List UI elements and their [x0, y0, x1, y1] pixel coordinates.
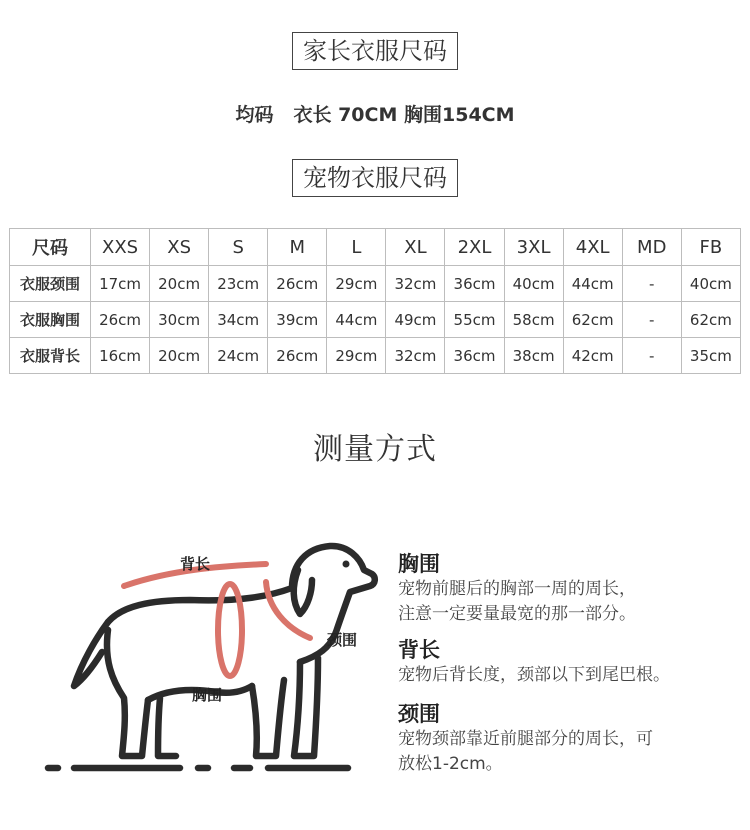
table-header-size: 4XL: [563, 229, 622, 266]
table-cell: 29cm: [327, 338, 386, 374]
desc-back-line: 宠物后背长度，颈部以下到尾巴根。: [398, 665, 670, 685]
table-cell: 39cm: [268, 302, 327, 338]
table-cell: 35cm: [681, 338, 740, 374]
table-header-size: 3XL: [504, 229, 563, 266]
dog-front-leg2-outline: [294, 658, 318, 756]
table-cell: 23cm: [209, 266, 268, 302]
table-header-size: XL: [386, 229, 445, 266]
table-cell: -: [622, 266, 681, 302]
table-header-size: S: [209, 229, 268, 266]
table-cell: 62cm: [681, 302, 740, 338]
dog-tail-outline: [74, 622, 108, 686]
table-cell: 62cm: [563, 302, 622, 338]
table-header-size: XS: [150, 229, 209, 266]
parent-size-label: 均码: [235, 104, 274, 126]
desc-neck-line: 宠物颈部靠近前腿部分的周长，可: [398, 729, 653, 749]
table-cell: 55cm: [445, 302, 504, 338]
table-cell: 26cm: [268, 338, 327, 374]
diagram-label-chest: 胸围: [192, 686, 223, 704]
table-row: [10, 302, 741, 338]
table-cell: 44cm: [563, 266, 622, 302]
table-header-size: 2XL: [445, 229, 504, 266]
parent-size-title: 家长衣服尺码: [292, 32, 458, 70]
table-cell: 34cm: [209, 302, 268, 338]
diagram-label-back: 背长: [180, 555, 211, 573]
table-cell: -: [622, 302, 681, 338]
desc-chest-line: 注意一定要量最宽的那一部分。: [398, 604, 636, 624]
table-cell: 30cm: [150, 302, 209, 338]
dog-back-outline: [108, 588, 292, 622]
desc-back-heading: 背长: [398, 638, 440, 662]
table-row-label: 衣服胸围: [10, 302, 91, 338]
desc-chest-line: 宠物前腿后的胸部一周的周长，: [398, 579, 636, 599]
table-cell: 49cm: [386, 302, 445, 338]
diagram-label-neck: 颈围: [327, 631, 358, 649]
table-header-label: 尺码: [10, 229, 91, 266]
table-cell: 26cm: [268, 266, 327, 302]
table-cell: 44cm: [327, 302, 386, 338]
table-header-size: XXS: [91, 229, 150, 266]
table-header-row: [10, 229, 741, 266]
table-header-size: FB: [681, 229, 740, 266]
table-cell: 20cm: [150, 266, 209, 302]
table-cell: 36cm: [445, 266, 504, 302]
desc-chest: [398, 551, 743, 627]
desc-neck-heading: 颈围: [398, 702, 440, 726]
table-cell: 40cm: [504, 266, 563, 302]
measure-method-title: 测量方式: [313, 432, 437, 467]
desc-back: [398, 637, 743, 688]
table-cell: 38cm: [504, 338, 563, 374]
table-row: [10, 266, 741, 302]
dog-hind-inner-outline: [158, 698, 176, 756]
parent-size-length: 衣长 70CM: [293, 104, 398, 126]
size-table: [9, 228, 741, 374]
table-header-size: MD: [622, 229, 681, 266]
table-cell: 16cm: [91, 338, 150, 374]
table-header-size: L: [327, 229, 386, 266]
table-cell: -: [622, 338, 681, 374]
parent-size-chest: 胸围154CM: [404, 104, 515, 126]
table-row: [10, 338, 741, 374]
dog-eye: [343, 561, 350, 568]
table-cell: 40cm: [681, 266, 740, 302]
desc-neck-line: 放松1-2cm。: [398, 754, 503, 774]
table-cell: 26cm: [91, 302, 150, 338]
table-cell: 58cm: [504, 302, 563, 338]
dog-front-leg-outline: [252, 680, 284, 756]
table-cell: 32cm: [386, 266, 445, 302]
table-cell: 42cm: [563, 338, 622, 374]
table-cell: 17cm: [91, 266, 150, 302]
pet-size-title: 宠物衣服尺码: [292, 159, 458, 197]
dog-ear-outline: [294, 570, 312, 614]
table-row-label: 衣服背长: [10, 338, 91, 374]
table-row-label: 衣服颈围: [10, 266, 91, 302]
parent-size-info: [0, 100, 750, 127]
desc-neck: [398, 701, 743, 777]
table-cell: 29cm: [327, 266, 386, 302]
table-cell: 20cm: [150, 338, 209, 374]
dog-rear-leg-outline: [107, 630, 148, 756]
table-header-size: M: [268, 229, 327, 266]
desc-chest-heading: 胸围: [398, 552, 440, 576]
table-cell: 36cm: [445, 338, 504, 374]
dog-head-outline: [292, 546, 375, 632]
table-cell: 32cm: [386, 338, 445, 374]
table-cell: 24cm: [209, 338, 268, 374]
